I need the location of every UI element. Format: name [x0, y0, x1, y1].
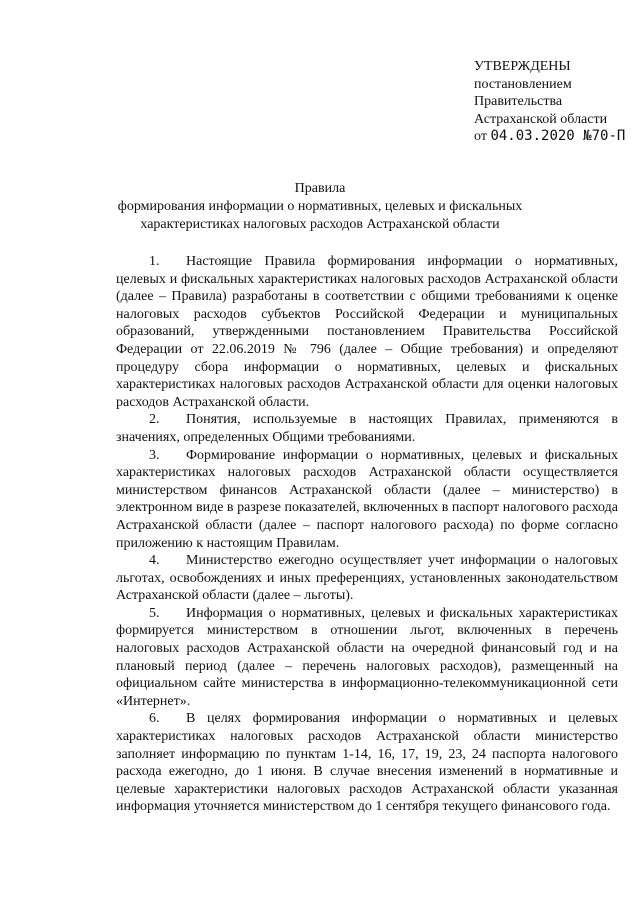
paragraph-number: 3.	[149, 447, 160, 463]
approval-date-number: 04.03.2020 №70-П	[490, 128, 626, 144]
approval-stamp	[474, 58, 634, 146]
approval-heading: УТВЕРЖДЕНЫ	[474, 59, 571, 74]
approval-line-resolution: постановлением	[474, 76, 572, 92]
paragraph-text: Настоящие Правила формирования информации о нормативных, целевых и фискальных характеристиках налоговых расходов Астраханской области (далее – Правила) разработаны в соответствии с общими требованиями к оценке налоговых расходов субъектов Российской Федерации и муниципальных образований, утвержденными постановлением Правительства Российской Федерации от 22.06.2019 № 796 (далее – Общие требования) и определяют процедуру сбора информации о нормативных, целевых и фискальных характеристиках налоговых расходов Астраханской области для оценки налоговых расходов Астраханской области.	[116, 254, 618, 410]
paragraph-3	[116, 447, 618, 553]
paragraph-6	[116, 710, 618, 816]
paragraph-text: Информация о нормативных, целевых и фискальных характеристиках формируется министерством в отношении льгот, включенных в перечень налоговых расходов Астраханской области на очередной финансовый год и на плановый период (далее – перечень налоговых расходов), размещенный на официальном сайте министерства в информационно-телекоммуникационной сети «Интернет».	[116, 605, 618, 709]
document-title	[90, 180, 550, 234]
approval-line-government: Правительства	[474, 94, 563, 109]
title-line-rules: Правила	[294, 181, 346, 196]
paragraph-number: 2.	[149, 412, 160, 428]
paragraph-number: 5.	[149, 605, 160, 621]
document-body	[116, 253, 618, 816]
paragraph-text: Понятия, используемые в настоящих Правилах, применяются в значениях, определенных Общими требованиями.	[116, 412, 618, 445]
paragraph-text: Формирование информации о нормативных, целевых и фискальных характеристиках налоговых расходов Астраханской области осуществляется министерством финансов Астраханской области (далее – министерство) в электронном виде в разрезе показателей, включенных в паспорт налогового расхода Астраханской области (далее – паспорт налогового расхода) по форме согласно приложению к настоящим Правилам.	[116, 447, 618, 551]
paragraph-number: 1.	[149, 254, 160, 269]
paragraph-4	[116, 552, 618, 605]
title-line-2: формирования информации о нормативных, целевых и фискальных	[117, 199, 523, 214]
paragraph-text: В целях формирования информации о нормативных и целевых характеристиках налоговых расходов Астраханской области министерство заполняет информацию по пунктам 1-14, 16, 17, 19, 23, 24 паспорта налогового расхода ежегодно, до 1 июня. В случае внесения изменений в нормативные и целевые характеристики налоговых расходов Астраханской области указанная информация уточняется министерством до 1 сентября текущего финансового года.	[116, 711, 618, 815]
paragraph-number: 4.	[149, 553, 160, 569]
title-line-3: характеристиках налоговых расходов Астраханской области	[140, 217, 500, 232]
approval-line-region: Астраханской области	[474, 111, 608, 127]
approval-date-prefix: от	[474, 129, 487, 144]
paragraph-5	[116, 605, 618, 711]
approval-date-line	[474, 128, 634, 146]
paragraph-text: Министерство ежегодно осуществляет учет информации о налоговых льготах, освобождениях и иных преференциях, установленных законодательством Астраханской области (далее – льготы).	[116, 553, 618, 604]
paragraph-number: 6.	[149, 711, 160, 727]
paragraph-1	[116, 253, 618, 411]
paragraph-2	[116, 411, 618, 446]
